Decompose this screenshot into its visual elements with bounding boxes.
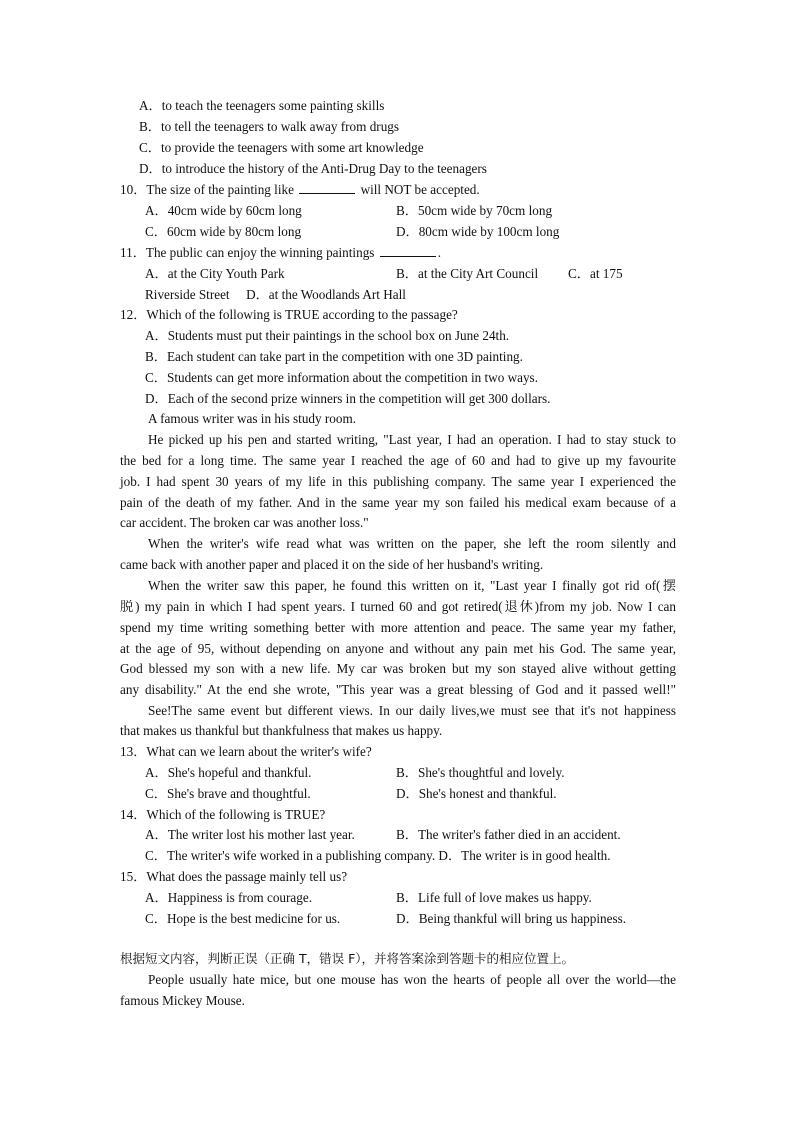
passage-line: pain of the death of my father. And in the same year my son failed his medical exam because of a (120, 495, 676, 510)
passage2-line: famous Mickey Mouse. (120, 993, 245, 1008)
passage-line: See!The same event but different views. In our daily lives,we must see that it's not happiness (148, 703, 676, 718)
q13-options-row1 (145, 762, 701, 783)
q14-option-a: A．The writer lost his mother last year. (145, 827, 355, 842)
q9-option-a: A．to teach the teenagers some painting skills (139, 98, 385, 113)
q13-option-a: A．She's hopeful and thankful. (145, 765, 312, 780)
passage-line: came back with another paper and placed it on the side of her husband's writing. (120, 557, 544, 572)
q11-options-row2 (145, 284, 701, 305)
q12-option-a: A．Students must put their paintings in the school box on June 24th. (145, 328, 510, 343)
q15-option-c: C．Hope is the best medicine for us. (145, 911, 341, 926)
passage-line: God blessed my son with a new life. My car was broken but my son stayed alive without getting (120, 661, 676, 676)
passage-line: job. I had spent 30 years of my life in this publishing company. The same year I experienced the (120, 474, 676, 489)
passage-line: the bed for a long time. The same year I reached the age of 60 and had to give up my favourite (120, 453, 676, 468)
passage-line: A famous writer was in his study room. (148, 411, 357, 426)
q13-stem: 13．What can we learn about the writer's wife? (120, 744, 372, 759)
q9-option-d: D．to introduce the history of the Anti-Drug Day to the teenagers (139, 161, 487, 176)
q11-option-b: B．at the City Art Council (396, 266, 539, 281)
q11-option-c-cont: Riverside Street (145, 287, 230, 302)
passage-line: When the writer saw this paper, he found this written on it, "Last year I finally got rid of(摆 (148, 578, 676, 593)
q10-option-a: A．40cm wide by 60cm long (145, 203, 302, 218)
passage-line: car accident. The broken car was another loss." (120, 515, 369, 530)
passage-line: When the writer's wife read what was written on the paper, she left the room silently and (148, 536, 676, 551)
passage2-line: People usually hate mice, but one mouse has won the hearts of people all over the world—the (148, 972, 676, 987)
q10-blank (299, 180, 355, 194)
q15-options-row1 (145, 887, 701, 908)
q9-option-c: C．to provide the teenagers with some art knowledge (139, 140, 424, 155)
q14-option-d: D．The writer is in good health. (438, 848, 611, 863)
q11-options-row1 (145, 263, 701, 284)
q9-option-b: B．to tell the teenagers to walk away from drugs (139, 119, 400, 134)
q14-stem: 14．Which of the following is TRUE? (120, 807, 326, 822)
q11-option-c: C．at 175 (568, 266, 623, 281)
passage-line: that makes us thankful but thankfulness that makes us happy. (120, 723, 443, 738)
passage-line: 脱) my pain in which I had spent years. I turned 60 and got retired(退休)from my job. Now I can (120, 599, 676, 614)
section-instruction: 根据短文内容，判断正误（正确 T，错误 F），并将答案涂到答题卡的相应位置上。 (120, 951, 575, 966)
q14-option-c: C．The writer's wife worked in a publishing company. (145, 848, 436, 863)
q14-option-b: B．The writer's father died in an accident. (396, 827, 621, 842)
q12-option-b: B．Each student can take part in the competition with one 3D painting. (145, 349, 523, 364)
passage-line: He picked up his pen and started writing, "Last year, I had an operation. I had to stay stuck to (148, 432, 676, 447)
q15-option-a: A．Happiness is from courage. (145, 890, 313, 905)
q15-options-row2 (145, 908, 701, 929)
q12-option-c: C．Students can get more information about the competition in two ways. (145, 370, 538, 385)
q14-options-row1 (145, 824, 701, 845)
q10-option-b: B．50cm wide by 70cm long (396, 203, 553, 218)
passage-line: spend my time writing something better with more attention and peace. The same year my father, (120, 620, 676, 635)
q12-stem: 12．Which of the following is TRUE according to the passage? (120, 307, 458, 322)
q14-options-row2 (145, 845, 701, 866)
q11-option-a: A．at the City Youth Park (145, 266, 285, 281)
q10-options-row1 (145, 200, 701, 221)
passage-line: any disability." At the end she wrote, "This year was a great blessing of God and it passed well!" (120, 682, 676, 697)
q13-option-b: B．She's thoughtful and lovely. (396, 765, 565, 780)
q11-blank (380, 243, 436, 257)
q11-stem: 11．The public can enjoy the winning paintings . (120, 245, 442, 260)
q13-option-c: C．She's brave and thoughtful. (145, 786, 311, 801)
q15-option-b: B．Life full of love makes us happy. (396, 890, 592, 905)
q13-option-d: D．She's honest and thankful. (396, 786, 557, 801)
q10-options-row2 (145, 221, 701, 242)
q10-option-c: C．60cm wide by 80cm long (145, 224, 302, 239)
q12-option-d: D．Each of the second prize winners in the competition will get 300 dollars. (145, 391, 551, 406)
q15-option-d: D．Being thankful will bring us happiness. (396, 911, 627, 926)
q10-option-d: D．80cm wide by 100cm long (396, 224, 560, 239)
q13-options-row2 (145, 783, 701, 804)
passage-line: at the age of 95, without depending on anyone and without any pain met his God. The same year, (120, 641, 676, 656)
q10-stem: 10．The size of the painting like will NOT be accepted. (120, 182, 480, 197)
q15-stem: 15．What does the passage mainly tell us? (120, 869, 348, 884)
q11-option-d: D．at the Woodlands Art Hall (246, 287, 406, 302)
